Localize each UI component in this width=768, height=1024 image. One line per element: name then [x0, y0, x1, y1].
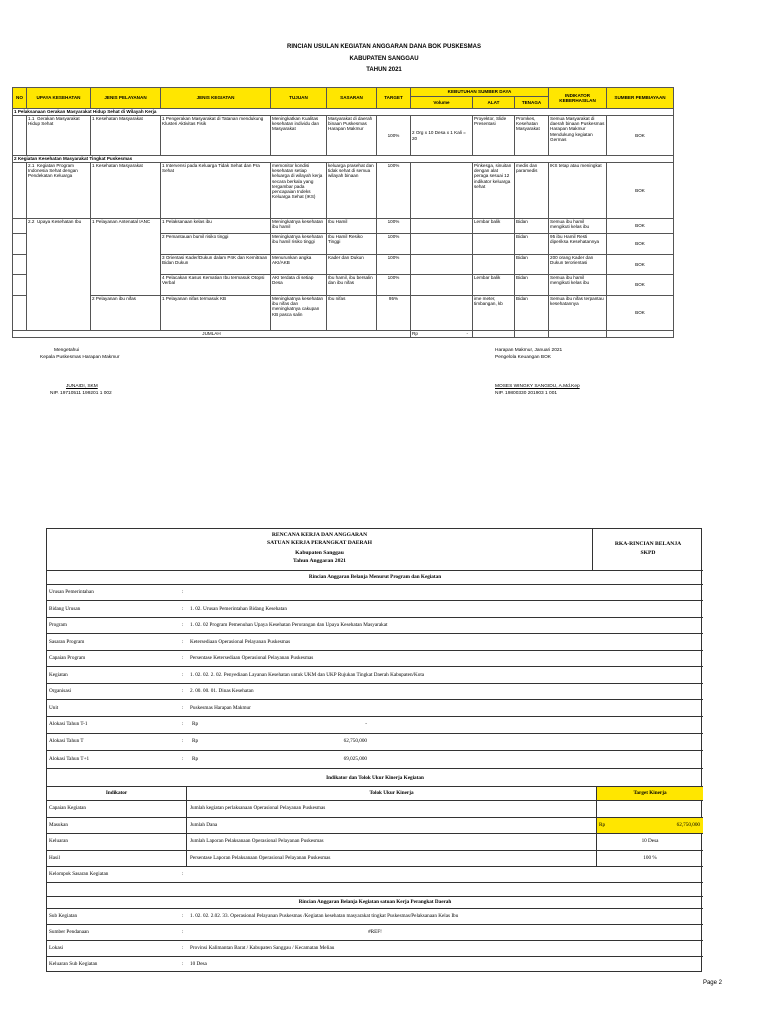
field-label: Organisasi — [49, 688, 72, 694]
row-alat: Lembar balik — [473, 275, 515, 296]
doc1-title: RINCIAN USULAN KEGIATAN ANGGARAN DANA BOK PUSKESMAS — [286, 44, 481, 50]
row-sumber: BOK — [607, 275, 674, 296]
row-tujuan: Meningkatnya kesehatan ibu hamil risiko tinggi — [271, 234, 327, 255]
row-indikator: Semua ibu hamil mengikuti kelas ibu — [549, 275, 607, 296]
tolok-ukur: Persentase Laporan Pelaksanaan Operasional Pelayanan Puskesmas — [190, 854, 331, 861]
field-row — [47, 651, 703, 667]
row-upaya: Gerakan Masyarakat Hidup Sehat — [28, 116, 80, 127]
row-no: 2.2 — [28, 219, 35, 224]
row-tenaga: Bidan — [515, 296, 549, 331]
field-label: Unit — [49, 704, 59, 711]
alokasi-amount: - — [365, 721, 367, 727]
row-upaya: Upaya Kesehatan Ibu — [36, 219, 82, 224]
field-colon: : — [182, 638, 184, 645]
alokasi-row — [47, 717, 703, 734]
alokasi-rp: Rp — [192, 738, 199, 745]
sig-right-jabatan: Pengelola Keuangan BOK — [495, 355, 552, 360]
row-sasaran: Ibu Hamil — [327, 219, 377, 234]
row-alat: Lembar balik — [473, 219, 515, 234]
row-tujuan: Meningkatnya kesehatan ibu hamil — [271, 219, 327, 234]
row-sasaran: Ibu Hamil Resiko Tinggi — [327, 234, 377, 255]
field-row — [47, 618, 703, 634]
field-colon: : — [182, 655, 184, 661]
row-pelayanan: 1 Kesehatan Masyarakat — [91, 116, 161, 156]
rka-subtitle: SATUAN KERJA PERANGKAT DAERAH — [267, 540, 372, 546]
rka-kabupaten: Kabupaten Sanggau — [295, 550, 344, 556]
ind-header-indikator: Indikator — [105, 790, 128, 796]
field-value: 1. 02. 02 Program Pemenuhan Upaya Kesehatan Perorangan dan Upaya Kesehatan Masyarakat — [190, 622, 388, 628]
field-value: Persentase Ketersediaan Operasional Pelayanan Puskesmas — [190, 655, 314, 661]
field-colon: : — [182, 589, 184, 595]
row-pelayanan: 1 Kesehatan Masyarakat — [91, 163, 161, 219]
row-pelayanan: 1 Pelayanan Antenatal IANC — [91, 219, 161, 296]
row-sumber: BOK — [607, 163, 674, 219]
sub-field-colon: : — [182, 929, 184, 935]
usulan-kegiatan-table — [12, 87, 674, 338]
row-target: 100% — [377, 255, 411, 275]
row-kegiatan: 1 Pelaksanaan kelas ibu — [161, 219, 271, 234]
row-indikator: 200 orang Kader dan Dukun terorientasi — [549, 255, 607, 275]
th-indikator: INDIKATOR KEBERHASILAN — [549, 88, 607, 109]
row-target: 100% — [377, 163, 411, 219]
field-label: Capaian Program — [49, 655, 86, 661]
row-tujuan: memonitor kondisi kesehatan setiap keluarga di wilayah kerja secara berkala yang tergambar pada pencapaian Indeks Keluarga Sehat (IKS) — [271, 163, 327, 219]
table-row — [13, 116, 674, 156]
indikator-label: Hasil — [49, 854, 60, 861]
jumlah-amount: - — [466, 331, 468, 336]
row-indikator: Semua Masyarakat di daerah binaan Puskesmas Harapan Makmur Mendukung kegiatan Germas — [549, 116, 607, 156]
row-sasaran: Ibu nifas — [327, 296, 377, 331]
th-tenaga: TENAGA — [515, 97, 549, 109]
row-target: 95% — [377, 296, 411, 331]
jumlah-label: JUMLAH — [13, 331, 411, 338]
sub-field-row — [47, 957, 703, 973]
alokasi-colon: : — [182, 738, 184, 745]
field-row — [47, 684, 703, 700]
target-value: 100 % — [643, 854, 657, 861]
section-program-kegiatan: Rincian Anggaran Belanja Menurut Program dan Kegiatan — [308, 574, 442, 580]
row-sasaran: Ibu hamil, ibu bersalin dan ibu nifas — [327, 275, 377, 296]
indikator-label: Masukan — [49, 821, 69, 828]
th-kebutuhan: KEBUTUHAN SUMBER DAYA — [411, 88, 549, 97]
row-pelayanan: 2 Pelayanan ibu nifas — [91, 296, 161, 331]
row-kegiatan: 1 Intervensi pada Keluarga Tidak Sehat dan Pra Sehat — [161, 163, 271, 219]
row-indikator: Semua ibu hamil mengikuti kelas ibu — [549, 219, 607, 234]
sub-field-value: Provinsi Kalimantan Barat / Kabupaten Sanggau / Kecamatan Meliau — [190, 945, 335, 951]
sub-field-value: 1. 02. 02. 2.02. 33. Operasional Pelayanan Puskesmas /Kegiatan kesehatan masyarakat tingkat Puskesmas/Pelaksanaan Kelas Ibu — [190, 913, 459, 919]
alokasi-rp: Rp — [192, 721, 199, 727]
row-sumber: BOK — [607, 234, 674, 255]
field-label: Program — [49, 622, 67, 628]
section-1: 1 Pelaksanaan Gerakan Masyarakat Hidup Sehat di Wilayah Kerja — [13, 109, 674, 116]
sub-field-label: Sumber Pendanaan — [49, 929, 89, 935]
alokasi-rp: Rp — [192, 755, 199, 762]
section-indikator: Indikator dan Tolok Ukur Kinerja Kegiatan — [326, 775, 424, 781]
row-alat: Pinkesga, sinuitan dengan alat peraga sesuai 12 indikator keluarga sehat — [473, 163, 515, 219]
sig-right-date: Harapan Makmur, Januari 2021 — [495, 348, 563, 353]
row-tenaga: Bidan — [515, 255, 549, 275]
sig-left-name: JUNAIDI, SKM — [66, 384, 98, 389]
alokasi-row — [47, 752, 703, 769]
table-row — [13, 163, 674, 219]
field-label: Sasaran Program — [49, 638, 85, 645]
row-no: 1.1 — [28, 116, 35, 121]
tolok-ukur: Jumlah Dana — [190, 821, 218, 828]
row-tenaga: Bidan — [515, 234, 549, 255]
section-2: 2 Kegiatan Kesehatan Masyarakat Tingkat Puskesmas — [13, 156, 674, 163]
field-colon: : — [182, 622, 184, 628]
row-sasaran: Kader dan Dukun — [327, 255, 377, 275]
table-row — [13, 219, 674, 234]
alokasi-colon: : — [182, 755, 184, 762]
field-value: Puskesmas Harapan Makmur — [190, 704, 251, 711]
field-row — [47, 635, 703, 651]
row-target: 100% — [377, 234, 411, 255]
sub-field-row — [47, 925, 703, 941]
th-target: TARGET — [377, 88, 411, 109]
alokasi-label: Alokasi Tahun T+1 — [49, 755, 90, 762]
alokasi-amount: 62,750,000 — [343, 738, 367, 745]
doc1-subtitle-tahun: TAHUN 2021 — [366, 67, 402, 73]
row-sumber: BOK — [607, 255, 674, 275]
rka-form-code: RKA-RINCIAN BELANJA — [614, 541, 682, 547]
row-alat: Proyektor, Slide Presentasi — [473, 116, 515, 156]
row-kegiatan: 2 Pemantauan bumil risiko tinggi — [161, 234, 271, 255]
row-sumber: BOK — [607, 296, 674, 331]
field-row — [47, 602, 703, 618]
alokasi-colon: : — [182, 721, 184, 727]
row-tenaga: Promkes, Kesehatan Masyarakat — [515, 116, 549, 156]
th-sumber: SUMBER PEMBIAYAAN — [607, 88, 674, 109]
row-tenaga: Bidan — [515, 275, 549, 296]
th-no: NO — [13, 88, 27, 109]
th-sasaran: SASARAN — [327, 88, 377, 109]
sig-right-nip: NIP. 19800330 201903 1 001 — [495, 391, 558, 396]
target-value: 62,750,000 — [676, 821, 700, 828]
th-volume: Volume — [411, 97, 473, 109]
row-tujuan: AKI terdata di setiap Desa — [271, 275, 327, 296]
tolok-ukur: Jumlah Laporan Pelaksanaan Operasional Pelayanan Puskesmas — [190, 838, 324, 844]
sub-field-row — [47, 909, 703, 925]
field-colon: : — [182, 688, 184, 694]
row-target: 100% — [377, 219, 411, 234]
field-colon: : — [182, 671, 184, 678]
jumlah-rp: Rp — [412, 331, 418, 336]
row-tujuan: Meningkatkan Kualitas kesehatan individu dan Masyarakat — [271, 116, 327, 156]
sub-field-row — [47, 941, 703, 957]
row-kegiatan: 3 Orientasi Kader/Dukun dalam P4K dan Kemitraan Bidan Dukun — [161, 255, 271, 275]
row-upaya: Kegiatan Program Indonesia Sehat dengan Pendekatan Keluarga — [28, 163, 78, 179]
row-indikator: IKS tetap atau meningkat — [549, 163, 607, 219]
tolok-ukur: Jumlah kegiatan perlaksanaan Operasional Pelayanan Puskesmas — [190, 805, 326, 811]
ind-header-target: Target Kinerja — [633, 790, 667, 796]
alokasi-label: Alokasi Tahun T-1 — [49, 721, 88, 727]
row-target: 100% — [377, 116, 411, 156]
field-row — [47, 585, 703, 601]
sig-right-name: MOSES WINGKY SANGIDU, A.Md.Kep — [495, 384, 580, 389]
field-value: 1. 02. 02. 2. 02. Penyediaan Layanan Kesehatan untuk UKM dan UKP Rujukan Tingkat Daerah Kabupaten/Kota — [190, 671, 425, 678]
alokasi-row — [47, 734, 703, 751]
row-sasaran: keluarga prasehat dan tidak sehat di semua wilayah binaan — [327, 163, 377, 219]
field-colon: : — [182, 605, 184, 612]
row-target: 100% — [377, 275, 411, 296]
field-label: Bidang Urusan — [49, 605, 81, 612]
page-number: Page 2 — [702, 980, 722, 986]
row-sasaran: Masyarakat di daerah binaan Puskesmas Harapan Makmur — [327, 116, 377, 156]
sig-left-jabatan: Kepala Puskesmas Harapan Makmur — [40, 355, 120, 360]
jumlah-row — [13, 331, 674, 338]
row-volume: 2 Org x 10 Desa x 1 Kali = 20 — [411, 116, 473, 156]
sub-field-label: Lokasi — [49, 945, 64, 951]
field-value: 1. 02. Urusan Pemerintahan Bidang Kesehatan — [190, 605, 287, 612]
th-alat: ALAT — [473, 97, 515, 109]
kelompok-label: Kelompok Sasaran Kegiatan — [49, 871, 109, 877]
th-tujuan: TUJUAN — [271, 88, 327, 109]
field-colon: : — [182, 704, 184, 711]
field-label: Urusan Pemerintahan — [49, 589, 94, 595]
indikator-row — [47, 851, 703, 868]
indikator-row — [47, 801, 703, 818]
rka-tahun: Tahun Anggaran 2021 — [293, 558, 346, 564]
field-row — [47, 668, 703, 684]
sub-field-colon: : — [182, 913, 184, 919]
sig-left-mengetahui: Mengetahui — [54, 348, 80, 353]
sub-field-colon: : — [182, 961, 184, 967]
alokasi-amount: 69,025,000 — [343, 755, 367, 762]
row-tenaga: medis dan paramedis — [515, 163, 549, 219]
sub-field-label: Sub Kegiatan — [49, 913, 78, 919]
row-kegiatan: 1 Pelayanan nifas termasuk KB — [161, 296, 271, 331]
rka-form-skpd: SKPD — [640, 550, 656, 556]
table-row — [13, 296, 674, 331]
rka-document: RENCANA KERJA DAN ANGGARAN SATUAN KERJA PERANGKAT DAERAH Kabupaten Sanggau Tahun Anggaran 2021 RKA-RINCIAN BELANJA SKPD Rincian Anggaran Belanja Menurut Program dan Kegiatan Urusan Pemerintahan : Bidang Urusan : 1. 02. Urusan Pemerintahan Bidang Kesehatan Program : 1. 02. 02 Program Pemenuhan Upaya Kesehatan Perorangan dan Upaya Kesehatan Masyarakat Sasaran Program : Ketersediaan Operasional Pelayanan Puskesmas Capaian Program : Persentase Ketersediaan Operasional Pelayanan Puskesmas Kegiatan : 1. 02. 02. 2. 02. Penyediaan Layanan Kesehatan untuk UKM dan UKP Rujukan Tingkat Daerah Kabupaten/Kota Organisasi : 2. 00. 00. 01. Dinas Kesehatan Unit : Puskesmas Harapan Makmur Alokasi Tahun T-1 : Rp - Alokasi Tahun T : Rp 62,750,000 Alokasi Tahun T+1 : Rp 69,025,000 Indikator dan Tolok Ukur Kinerja Kegiatan Indikator Tolok Ukur Kinerja Target Kinerja Capaian Kegiatan Jumlah kegiatan perlaksanaan Operasional Pelayanan Puskesmas Masukan Jumlah Dana Rp 62,750,000 Keluaran Jumlah Laporan Pelaksanaan Operasional Pelayanan Puskesmas 10 Desa Hasil Persentase Laporan Pelaksanaan Operasional Pelayanan Puskesmas 100 % Kelompok Sasaran Kegiatan : Rincian Anggaran Belanja Kegiatan satuan Kerja Perangkat Daerah Sub Kegiatan : 1. 02. 02. 2.02. 33. Operasional Pelayanan Puskesmas /Kegiatan kesehatan masyarakat tingkat Puskesmas/Pelaksanaan Kelas Ibu Sumber Pendanaan : #REF! Lokasi : Provinsi Kalimantan Barat / Kabupaten Sanggau / Kecamatan Meliau Keluaran Sub Kegiatan : 10 Desa — [46, 528, 702, 972]
row-tenaga: Bidan — [515, 219, 549, 234]
rka-title: RENCANA KERJA DAN ANGGARAN — [271, 532, 368, 538]
row-indikator: 95 ibu Hamil Resti diperiksa Kesehatannya — [549, 234, 607, 255]
th-jenis-pelayanan: JENIS PELAYANAN — [91, 88, 161, 109]
field-label: Kegiatan — [49, 671, 68, 678]
row-sumber: BOK — [607, 116, 674, 156]
sub-field-value: 10 Desa — [190, 961, 207, 967]
target-value: 10 Desa — [641, 838, 659, 844]
indikator-label: Capaian Kegiatan — [49, 805, 87, 811]
field-value: Ketersediaan Operasional Pelayanan Puskesmas — [190, 638, 291, 645]
ind-header-tolok: Tolok Ukur Kinerja — [369, 790, 414, 796]
row-indikator: Semua ibu nifas terpantau kesehatannya — [549, 296, 607, 331]
row-no: 2.1 — [28, 163, 35, 168]
sumber-pendanaan-value: #REF! — [368, 929, 382, 935]
th-upaya: UPAYA KESEHATAN — [27, 88, 91, 109]
row-alat: ime meter, timbangan, kb — [473, 296, 515, 331]
sub-field-label: Keluaran Sub Kegiatan — [49, 961, 98, 967]
indikator-row — [47, 818, 703, 835]
doc1-subtitle-kabupaten: KABUPATEN SANGGAU — [349, 56, 419, 62]
row-tujuan: Menurunkan angka AKI/AKB — [271, 255, 327, 275]
row-tujuan: Meningkatnya kesehatan ibu nifas dan meningkatnya cakupan KB pasca salin — [271, 296, 327, 331]
sub-field-colon: : — [182, 945, 184, 951]
section-rincian-belanja: Rincian Anggaran Belanja Kegiatan satuan Kerja Perangkat Daerah — [298, 899, 452, 905]
sig-left-nip: NIP. 19710511 199201 1 002 — [50, 391, 112, 396]
indikator-label: Keluaran — [49, 838, 69, 844]
indikator-row — [47, 834, 703, 851]
alokasi-label: Alokasi Tahun T — [49, 738, 84, 745]
row-kegiatan: 4 Pelacakan Kasus Kematian Ibu termasuk Otopsi Verbal — [161, 275, 271, 296]
th-jenis-kegiatan: JENIS KEGIATAN — [161, 88, 271, 109]
field-row — [47, 701, 703, 717]
field-value: 2. 00. 00. 01. Dinas Kesehatan — [190, 688, 254, 694]
row-kegiatan: 1 Pengerakan Masyarakat di Tatanan mendukung Klusteri Aktivitas Fisik — [161, 116, 271, 156]
row-sumber: BOK — [607, 219, 674, 234]
target-rp: Rp — [599, 821, 606, 828]
